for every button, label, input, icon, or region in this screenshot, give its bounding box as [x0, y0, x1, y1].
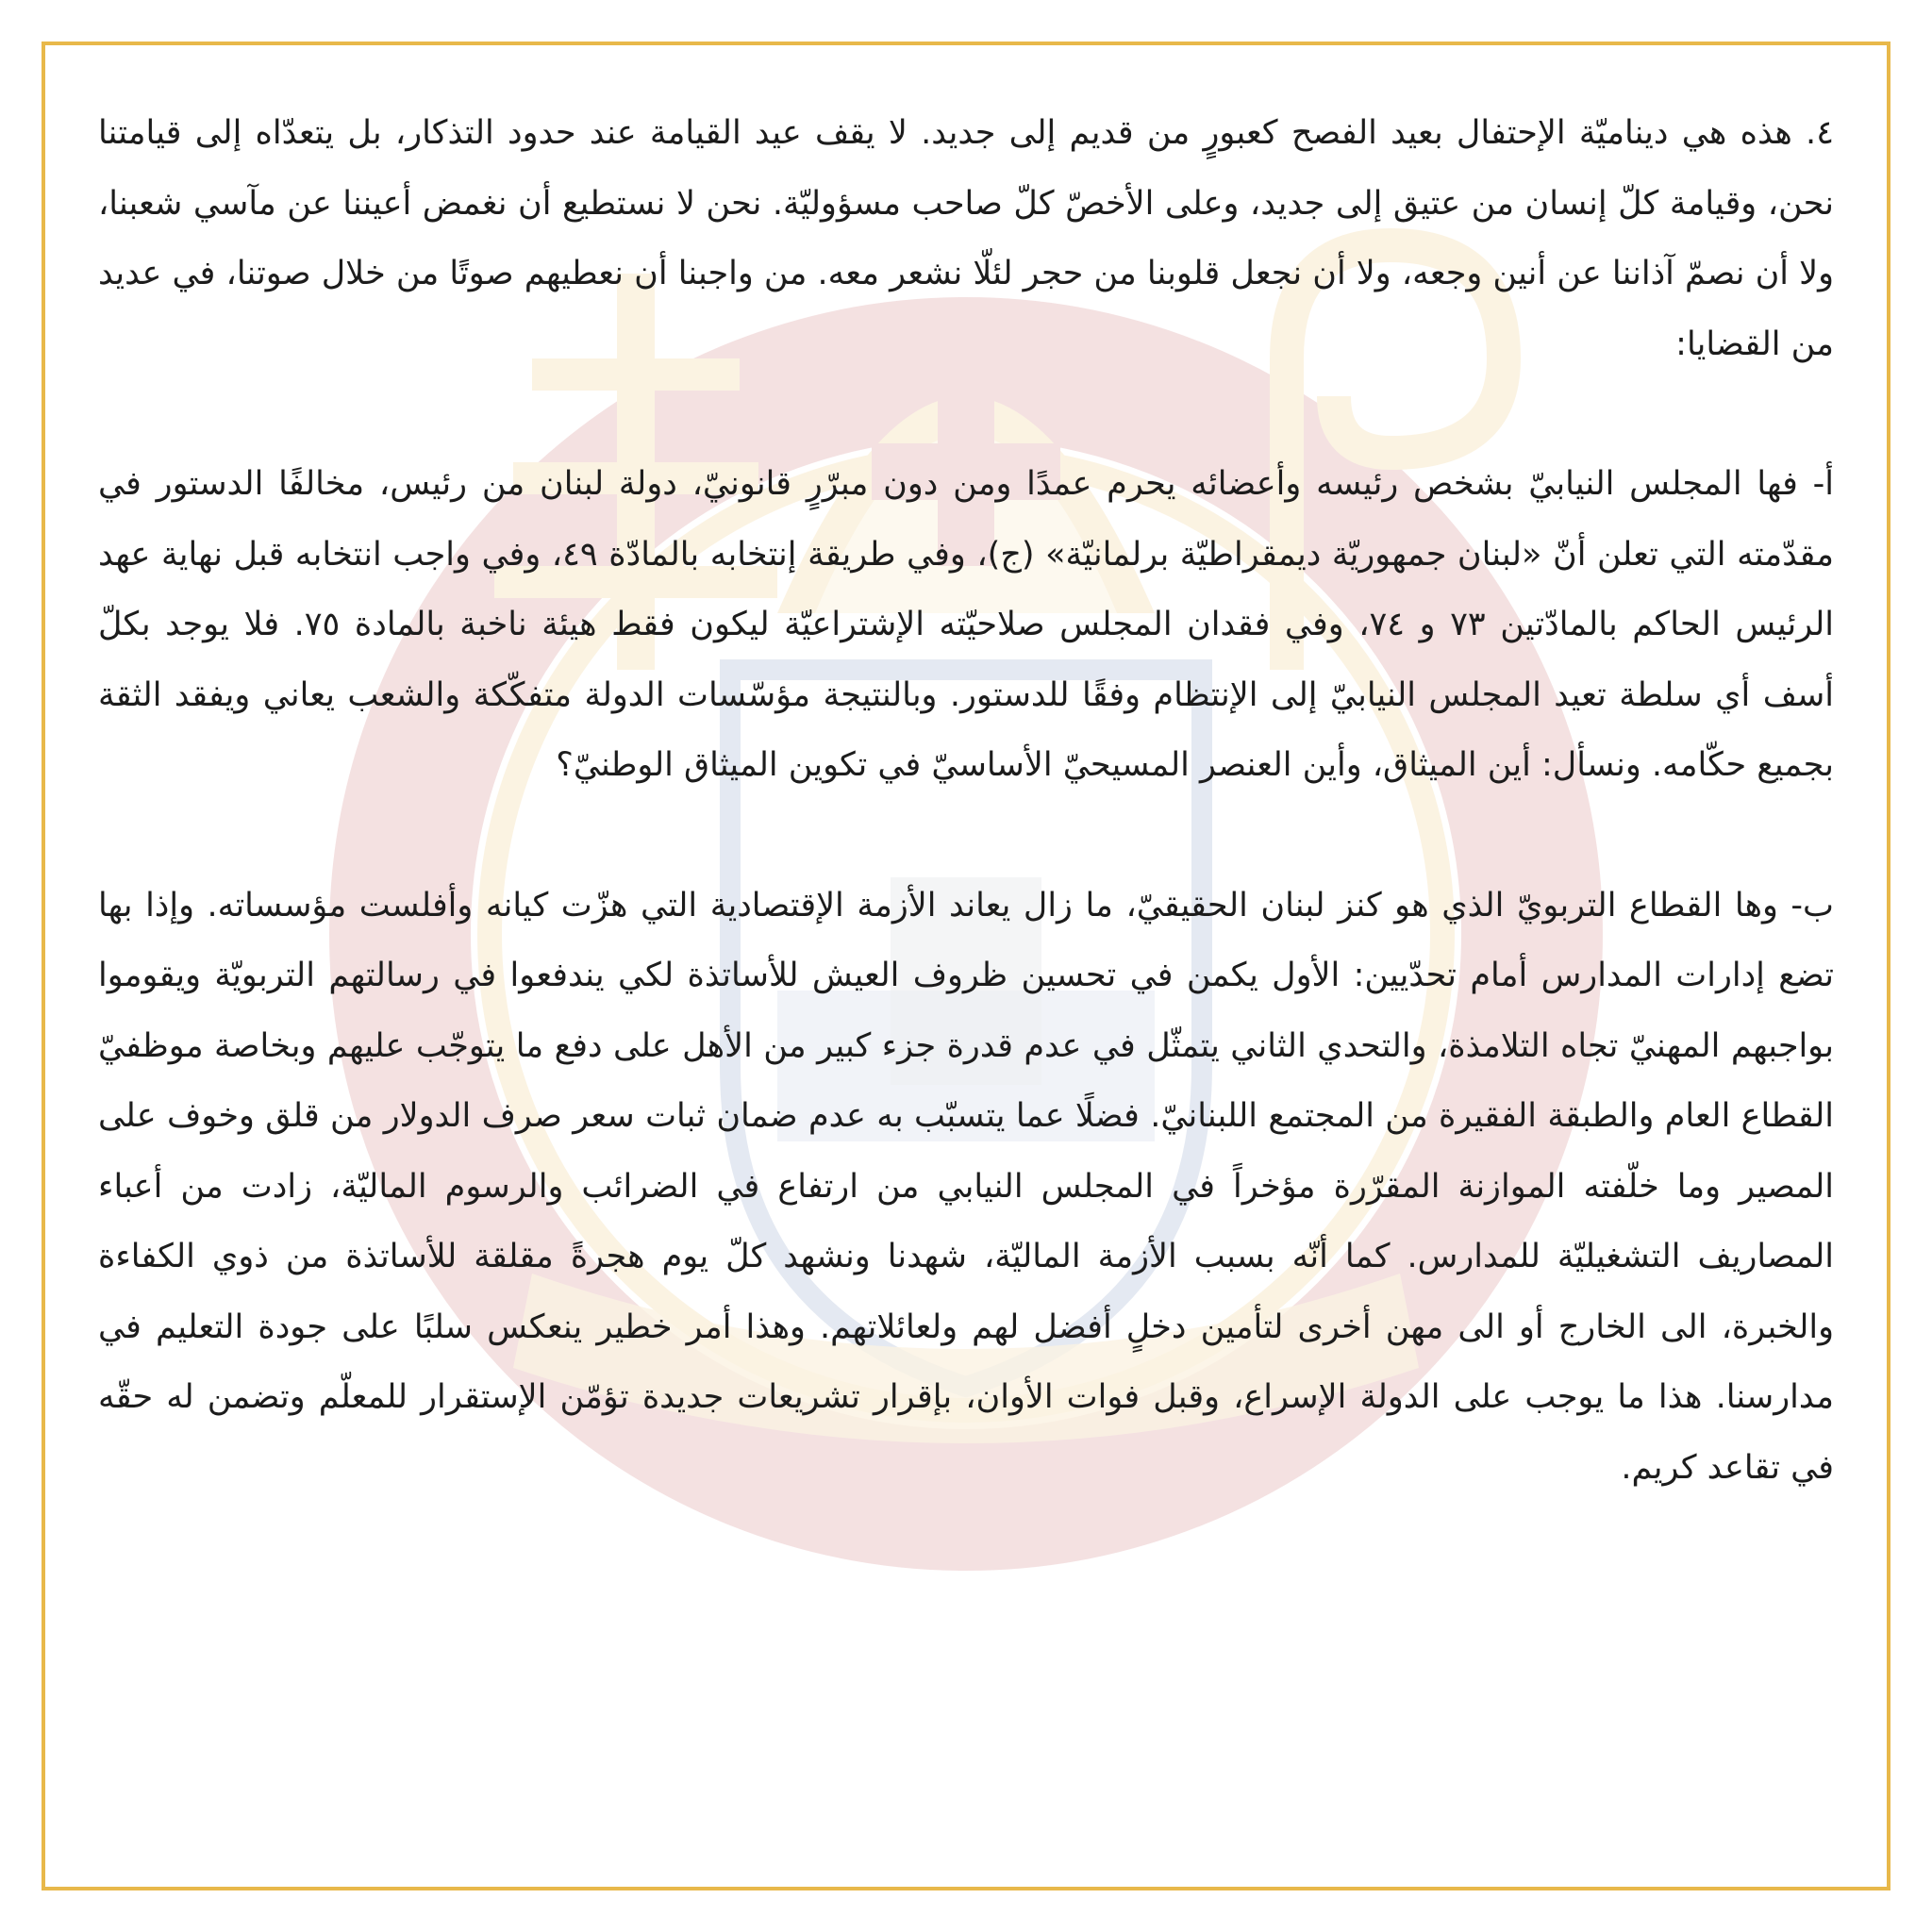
document-body [98, 98, 1834, 1853]
paragraph-4-intro: ٤. هذه هي ديناميّة الإحتفال بعيد الفصح كعبورٍ من قديم إلى جديد. لا يقف عيد القيامة عند حدود التذكار، بل يتعدّاه إلى قيامتنا نحن، وقيامة كلّ إنسان من عتيق إلى جديد، وعلى الأخصّ كلّ صاحب مسؤوليّة. نحن لا نستطيع أن نغمض أعيننا عن مآسي شعبنا، ولا أن نصمّ آذاننا عن أنين وجعه، ولا أن نجعل قلوبنا من حجر لئلّا نشعر معه. من واجبنا أن نعطيهم صوتًا من خلال صوتنا، في عديد من القضايا: [98, 114, 1834, 363]
paragraph-a-parliament: أ- فها المجلس النيابيّ بشخص رئيسه وأعضائه يحرم عمدًا ومن دون مبرّرٍ قانونيّ، دولة لبنان من رئيس، مخالفًا الدستور في مقدّمته التي تعلن أنّ «لبنان جمهوريّة ديمقراطيّة برلمانيّة» (ج)، وفي طريقة إنتخابه بالمادّة ٤٩، وفي واجب انتخابه قبل نهاية عهد الرئيس الحاكم بالمادّتين ٧٣ و ٧٤، وفي فقدان المجلس صلاحيّته الإشتراعيّة ليكون فقط هيئة ناخبة بالمادة ٧٥. فلا يوجد بكلّ أسف أي سلطة تعيد المجلس النيابيّ إلى الإنتظام وفقًا للدستور. وبالنتيجة مؤسّسات الدولة متفكّكة والشعب يعاني ويفقد الثقة بجميع حكّامه. ونسأل: أين الميثاق، وأين العنصر المسيحيّ الأساسيّ في تكوين الميثاق الوطنيّ؟ [98, 465, 1835, 784]
paragraph-b-education: ب- وها القطاع التربويّ الذي هو كنز لبنان الحقيقيّ، ما زال يعاند الأزمة الإقتصادية التي هزّت كيانه وأفلست مؤسساته. وإذا بها تضع إدارات المدارس أمام تحدّيين: الأول يكمن في تحسين ظروف العيش للأساتذة لكي يندفعوا في رسالتهم التربويّة ويقوموا بواجبهم المهنيّ تجاه التلامذة، والتحدي الثاني يتمثّل في عدم قدرة جزء كبير من الأهل على دفع ما يتوجّب عليهم وبخاصة موظفيّ القطاع العام والطبقة الفقيرة من المجتمع اللبنانيّ. فضلًا عما يتسبّب به عدم ضمان ثبات سعر صرف الدولار من قلق وخوف على المصير وما خلّفته الموازنة المقرّرة مؤخراً في المجلس النيابي من ارتفاع في الضرائب والرسوم الماليّة، زادت من أعباء المصاريف التشغيليّة للمدارس. كما أنّه بسبب الأزمة الماليّة، شهدنا ونشهد كلّ يوم هجرةً مقلقة للأساتذة من ذوي الكفاءة والخبرة، الى الخارج أو الى مهن أخرى لتأمين دخلٍ أفضل لهم ولعائلاتهم. وهذا أمر خطير ينعكس سلبًا على جودة التعليم في مدارسنا. هذا ما يوجب على الدولة الإسراع، وقبل فوات الأوان، بإقرار تشريعات جديدة تؤمّن الإستقرار للمعلّم وتضمن له حقّه في تقاعد كريم. [98, 886, 1834, 1487]
